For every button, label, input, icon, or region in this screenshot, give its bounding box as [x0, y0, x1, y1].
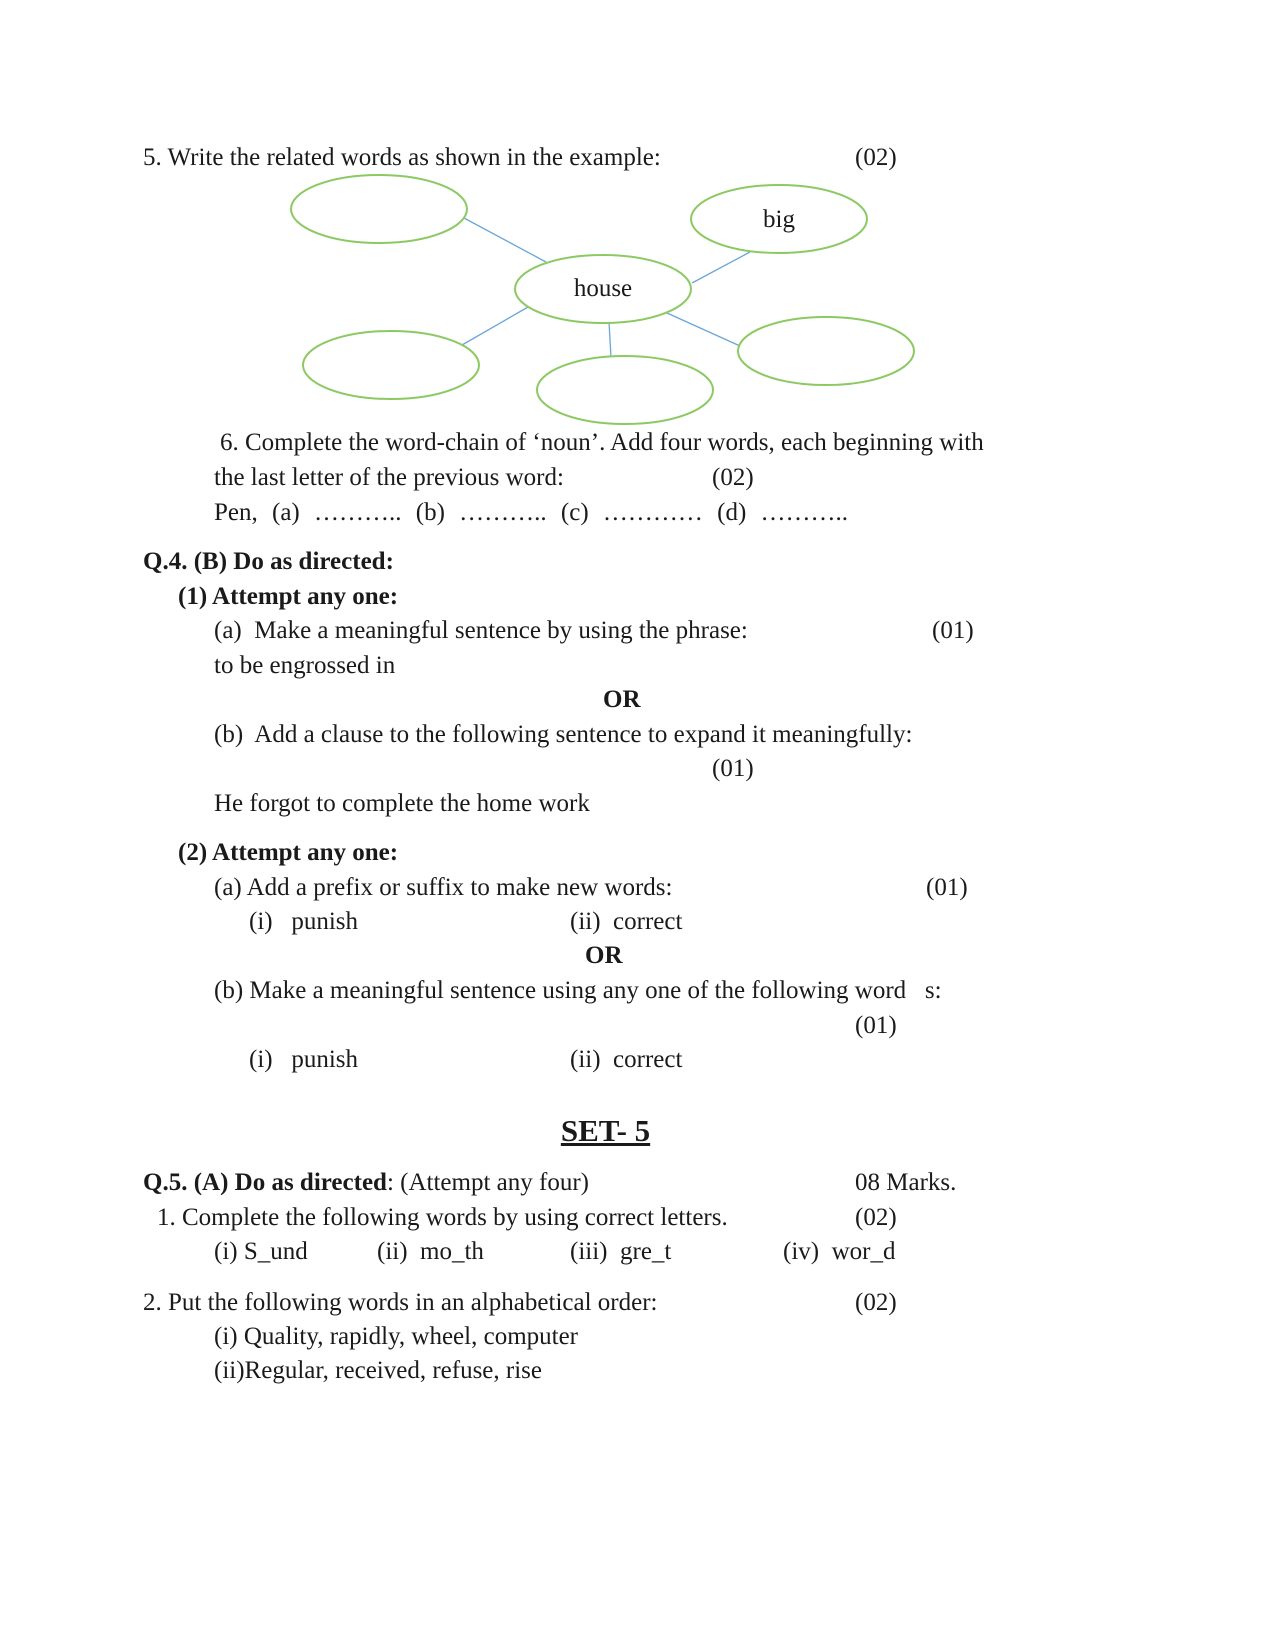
q5a-item1-text: 1. Complete the following words by using correct letters. [157, 1204, 728, 1231]
q4b-part2-b-text: (b) Make a meaningful sentence using any one of the following word s: [214, 977, 942, 1004]
q5a-heading [143, 1168, 589, 1198]
q5a-item2-text: 2. Put the following words in an alphabetical order: [143, 1289, 658, 1316]
blank-oval-right [738, 317, 914, 385]
q5a-heading-rest: : (Attempt any four) [386, 1169, 589, 1196]
blank-oval-bottom-center [537, 356, 713, 424]
q5a-item1-i: (i) S_und [214, 1238, 308, 1265]
question-5-text: 5. Write the related words as shown in the example: [143, 144, 661, 171]
connector-bottom-center [609, 322, 611, 357]
connector-top-left [464, 218, 546, 262]
q4b-part2-a-text: (a) Add a prefix or suffix to make new words: [214, 874, 673, 901]
blank-oval-top-left [291, 175, 467, 243]
q5a-marks: 08 Marks. [855, 1169, 957, 1196]
q4b-part2-a-i: (i) punish [249, 908, 359, 935]
word-web-diagram [0, 0, 1275, 440]
q4b-part1-a-marks: (01) [932, 617, 974, 644]
q5a-item1-marks: (02) [855, 1204, 897, 1231]
question-5-marks: (02) [855, 144, 897, 171]
example-word: big [763, 206, 795, 233]
word-chain-blanks: Pen, (a) ……….. (b) ……….. (c) ………… (d) ……….. [214, 499, 849, 526]
center-word: house [573, 275, 633, 302]
question-6-marks: (02) [712, 464, 754, 491]
q4b-part2-b-i: (i) punish [249, 1046, 359, 1073]
q5a-item1-iii: (iii) gre_t [570, 1238, 672, 1265]
question-6-line1: 6. Complete the word-chain of ‘noun’. Add four words, each beginning with [220, 429, 984, 456]
set-heading: SET- 5 [560, 1113, 651, 1148]
q5a-heading-bold: Q.5. (A) Do as directed [143, 1169, 387, 1196]
q4b-part2-a-ii: (ii) correct [570, 908, 683, 935]
q4b-part1-a-text: (a) Make a meaningful sentence by using the phrase: [214, 617, 748, 644]
q4b-part2-b-marks: (01) [855, 1012, 897, 1039]
q5a-item2-marks: (02) [855, 1289, 897, 1316]
q4b-part1-or: OR [603, 686, 641, 713]
q4b-heading: Q.4. (B) Do as directed: [143, 548, 394, 575]
q4b-part1-sentence: He forgot to complete the home work [214, 790, 590, 817]
q5a-item1-iv: (iv) wor_d [783, 1238, 896, 1265]
q4b-part1-heading: (1) Attempt any one: [178, 583, 399, 610]
blank-oval-bottom-left [303, 331, 479, 399]
q4b-part2-a-marks: (01) [926, 874, 968, 901]
q4b-part1-phrase: to be engrossed in [214, 652, 396, 679]
question-6-line2: the last letter of the previous word: [214, 464, 564, 491]
q4b-part1-b-marks: (01) [712, 755, 754, 782]
q4b-part2-or: OR [585, 942, 623, 969]
connector-bottom-right [667, 313, 740, 346]
connector-top-right [692, 252, 750, 283]
q5a-item2-i: (i) Quality, rapidly, wheel, computer [214, 1323, 579, 1350]
q5a-item2-ii: (ii)Regular, received, refuse, rise [214, 1357, 543, 1384]
connector-bottom-left [462, 307, 528, 345]
q4b-part2-b-ii: (ii) correct [570, 1046, 683, 1073]
q4b-part1-b-text: (b) Add a clause to the following sentence to expand it meaningfully: [214, 721, 913, 748]
q5a-item1-ii: (ii) mo_th [377, 1238, 484, 1265]
q4b-part2-heading: (2) Attempt any one: [178, 839, 399, 866]
